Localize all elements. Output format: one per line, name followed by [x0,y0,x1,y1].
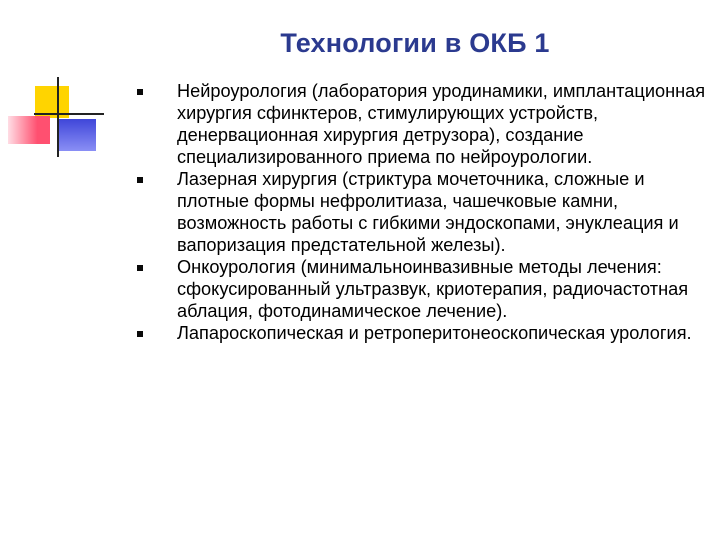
square-bullet-icon [137,265,143,271]
square-bullet-icon [137,331,143,337]
slide-title: Технологии в ОКБ 1 [280,28,550,58]
blue-square [58,119,96,151]
horizontal-line [34,113,104,115]
bullet-text: Лапароскопическая и ретроперитонеоскопическая урология. [177,323,692,343]
square-bullet-icon [137,177,143,183]
bullet-item [137,168,707,256]
bullet-text: Нейроурология (лаборатория уродинамики, имплантационная хирургия сфинктеров, стимулирующих устройств, денервационная хирургия детрузора), создание специализированного приема по нейроурологии. [177,81,706,167]
bullet-text: Онкоурология (минимальноинвазивные методы лечения: сфокусированный ультразвук, криотерапия, радиочастотная аблация, фотодинамическое лечение). [177,257,689,321]
bullet-text: Лазерная хирургия (стриктура мочеточника, сложные и плотные формы нефролитиаза, чашечковые камни, возможность работы с гибкими эндоскопами, энуклеация и вапоризация предстательной железы). [177,169,679,255]
vertical-line [57,77,59,157]
bullet-item [137,256,707,322]
bullet-item [137,80,707,168]
bullet-list [137,80,707,344]
red-square [8,116,50,144]
bullet-item [137,322,707,344]
decorative-squares-logo [0,0,120,170]
square-bullet-icon [137,89,143,95]
